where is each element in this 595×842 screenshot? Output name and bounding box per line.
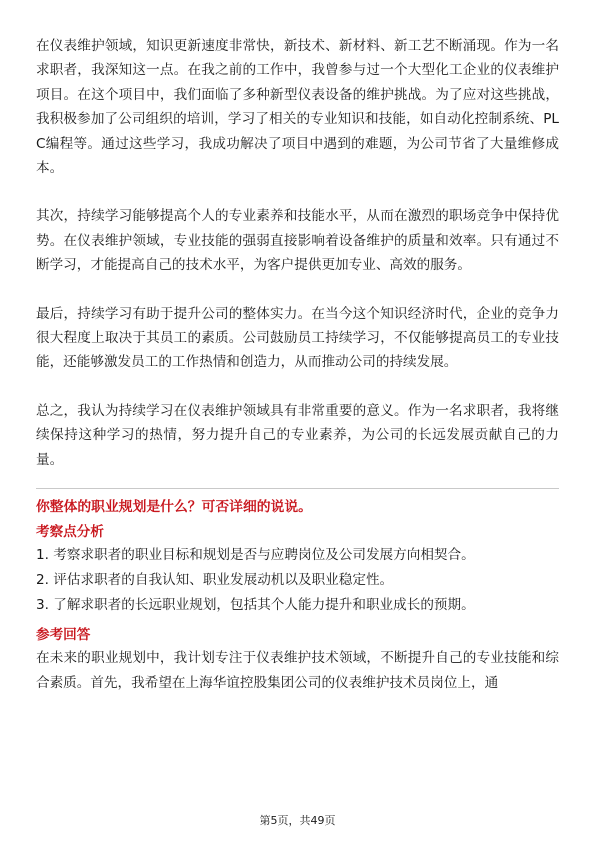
document-body [36,34,559,695]
analysis-title: 考察点分析 [36,524,104,541]
interview-question: 你整体的职业规划是什么？可否详细的说说。 [36,499,312,516]
answer-text: 在未来的职业规划中，我计划专注于仪表维护技术领域，不断提升自己的专业技能和综合素质。首先，我希望在上海华谊控股集团公司的仪表维护技术员岗位上，通 [36,650,559,691]
paragraph-learning-example: 在仪表维护领域，知识更新速度非常快，新技术、新材料、新工艺不断涌现。作为一名求职者，我深知这一点。在我之前的工作中，我曾参与过一个大型化工企业的仪表维护项目。在这个项目中，我们面临了多种新型仪表设备的维护挑战。为了应对这些挑战，我积极参加了公司组织的培训，学习了相关的专业知识和技能，如自动化控制系统、PLC编程等。通过这些学习，我成功解决了项目中遇到的难题，为公司节省了大量维修成本。 [36,38,559,177]
paragraph-company-strength: 最后，持续学习有助于提升公司的整体实力。在当今这个知识经济时代，企业的竞争力很大程度上取决于其员工的素质。公司鼓励员工持续学习，不仅能够提高员工的专业技能，还能够激发员工的工作热情和创造力，从而推动公司的持续发展。 [36,305,559,371]
section-divider [36,488,559,489]
paragraph-professional-skills: 其次，持续学习能够提高个人的专业素养和技能水平，从而在激烈的职场竞争中保持优势。在仪表维护领域，专业技能的强弱直接影响着设备维护的质量和效率。只有通过不断学习，才能提高自己的技术水平，为客户提供更加专业、高效的服务。 [36,208,559,274]
analysis-item: 2. 评估求职者的自我认知、职业发展动机以及职业稳定性。 [36,572,394,589]
analysis-item: 1. 考察求职者的职业目标和规划是否与应聘岗位及公司发展方向相契合。 [36,547,475,564]
answer-title: 参考回答 [36,627,91,644]
paragraph-conclusion: 总之，我认为持续学习在仪表维护领域具有非常重要的意义。作为一名求职者，我将继续保持这种学习的热情，努力提升自己的专业素养，为公司的长远发展贡献自己的力量。 [36,402,559,468]
analysis-item: 3. 了解求职者的长远职业规划，包括其个人能力提升和职业成长的预期。 [36,597,475,614]
page-number: 第5页，共49页 [259,814,336,827]
